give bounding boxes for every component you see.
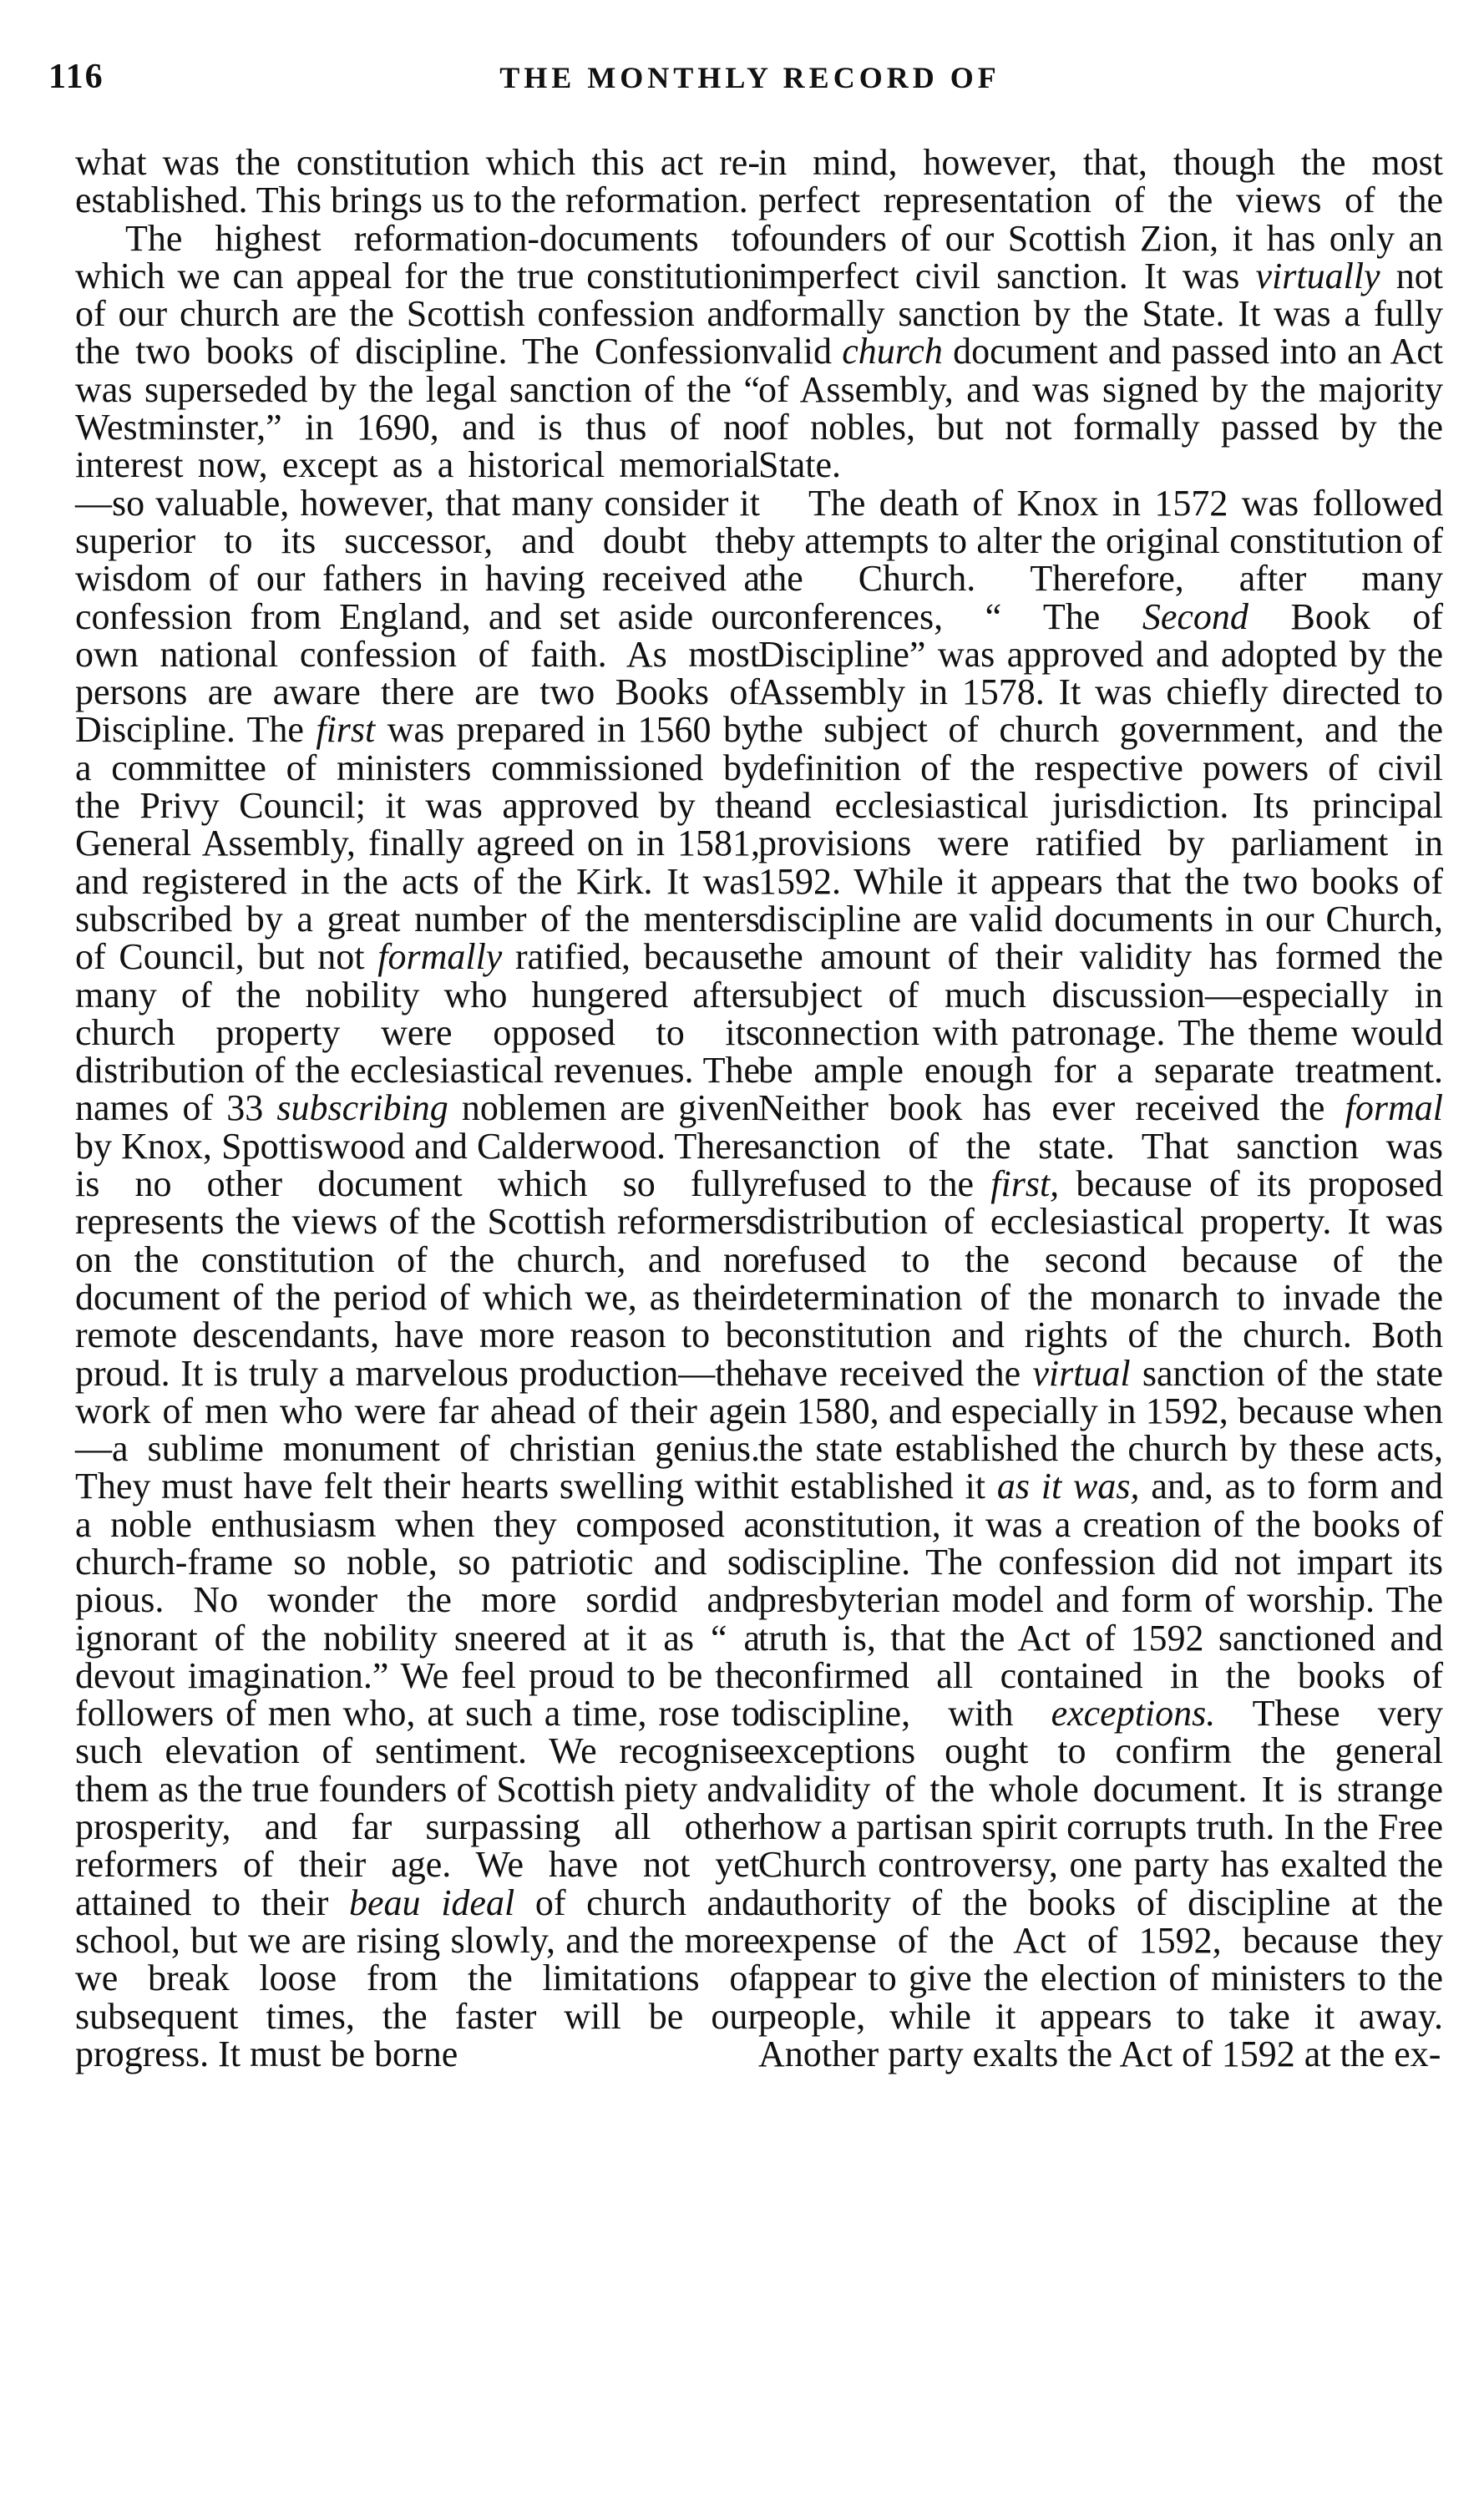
text-run: The death of Knox in 1572 was followed by attempts to alter the original constitution of the Church. Therefore, after many conferences, “ The <box>758 482 1443 637</box>
italic-text: exceptions. <box>1051 1693 1216 1735</box>
italic-text: first <box>316 709 376 751</box>
text-run: noblemen are given by Knox, Spottiswood and Calderwood. There is no other document which so fully represents the views of the Scottish reformers on the constitution of the church, and no document of the period of which we, as their remote descendants, have more reason to be proud. It is truly a marvelous production—the work of men who were far ahead of their age—a sublime monument of christian genius. They must have felt their hearts swelling with a noble enthusiasm when they composed a church-frame so noble, so patriotic and so pious. No wonder the more sordid and ignorant of the nobility sneered at it as “ a devout imagination.” We feel proud to be the followers of men who, at such a time, rose to such elevation of sentiment. We recognise them as the true founders of Scottish piety and prosperity, and far surpassing all other reformers of their age. We have not yet attained to their <box>75 1087 760 1923</box>
left-column <box>75 144 760 2073</box>
text-run: Book of Discipline” was approved and adopted by the Assembly in 1578. It was chiefly directed to the subject of church government, and the definition of the respective powers of civil and ecclesiastical jurisdiction. Its principal provisions were ratified by parliament in 1592. While it appears that the two books of discipline are valid documents in our Church, the amount of their validity has formed the subject of much discussion—especially in connection with patronage. The theme would be ample enough for a separate treatment. Neither book has ever received the <box>758 595 1444 1129</box>
text-run: The highest reformation-documents to which we can appeal for the true constitution of our church are the Scottish confession and the two books of discipline. The Confession was superseded by the legal sanction of the “ Westminster,” in 1690, and is thus of no interest now, except as a historical memorial—so valuable, however, that many consider it superior to its successor, and doubt the wisdom of our fathers in having received a confession from England, and set aside our own national confession of faith. As most persons are aware there are two Books of Discipline. The <box>75 217 760 751</box>
running-head <box>48 57 1451 107</box>
italic-text: subscribing <box>276 1087 448 1129</box>
running-title: THE MONTHLY RECORD OF <box>499 61 1000 94</box>
text-run: because of its proposed distribution of ecclesiastical property. It was refused to the second because of the determination of the monarch to invade the constitution and rights of the church. Both have received the <box>758 1163 1443 1394</box>
italic-text: first, <box>990 1163 1060 1205</box>
italic-text: formally <box>377 936 503 978</box>
paragraph <box>75 217 760 2074</box>
italic-text: formal <box>1345 1087 1443 1129</box>
italic-text: virtual <box>1032 1352 1131 1394</box>
italic-text: Second <box>1142 595 1248 637</box>
italic-text: as it was, <box>996 1466 1140 1507</box>
text-run: sanction of the state in 1580, and especially in 1592, because when the state established the church by these acts, it established it <box>758 1352 1444 1507</box>
text-run: These very exceptions ought to confirm the general validity of the whole document. It is strange how a partisan spirit corrupts truth. In the Free Church controversy, one party has exalted the authority of the books of discipline at the expense of the Act of 1592, because they appear to give the election of ministers to the people, while it appears to take it away. Another party exalts the Act of 1592 at the ex- <box>758 1693 1443 2074</box>
text-run: in mind, however, that, though the most perfect representation of the views of the founders of our Scottish Zion, it has only an imperfect civil sanction. It was <box>758 142 1443 296</box>
text-run: not formally sanction by the State. It was a fully valid <box>758 255 1443 372</box>
italic-text: church <box>842 331 943 372</box>
text-run: document and passed into an Act of Assembly, and was signed by the majority of nobles, but not formally passed by the State. <box>758 331 1444 486</box>
italic-text: virtually <box>1255 255 1380 296</box>
paragraph <box>75 144 760 220</box>
page-number: 116 <box>48 58 104 96</box>
paragraph <box>758 144 1443 484</box>
italic-text: beau ideal <box>349 1882 515 1923</box>
text-run: was prepared in 1560 by a committee of ministers commissioned by the Privy Council; it was approved by the General Assembly, finally agreed on in 1581, and registered in the acts of the Kirk. It was subscribed by a great number of the menters of Council, but not <box>75 709 760 978</box>
text-run: what was the constitution which this act re-established. This brings us to the reformation. <box>75 142 760 221</box>
paragraph <box>758 484 1443 2073</box>
right-column <box>758 144 1443 2073</box>
text-run: ratified, because many of the nobility who hungered after church property were opposed to its distribution of the ecclesiastical revenues. The names of 33 <box>75 936 760 1129</box>
text-run: sanction of the state. That sanction was refused to the <box>758 1125 1443 1205</box>
text-run: and, as to form and constitution, it was a creation of the books of discipline. The confession did not impart its presbyterian model and form of worship. The truth is, that the Act of 1592 sanctioned and confirmed all contained in the books of discipline, with <box>758 1466 1444 1735</box>
text-run: of church and school, but we are rising slowly, and the more we break loose from the limitations of subsequent times, the faster will be our progress. It must be borne <box>75 1882 760 2074</box>
